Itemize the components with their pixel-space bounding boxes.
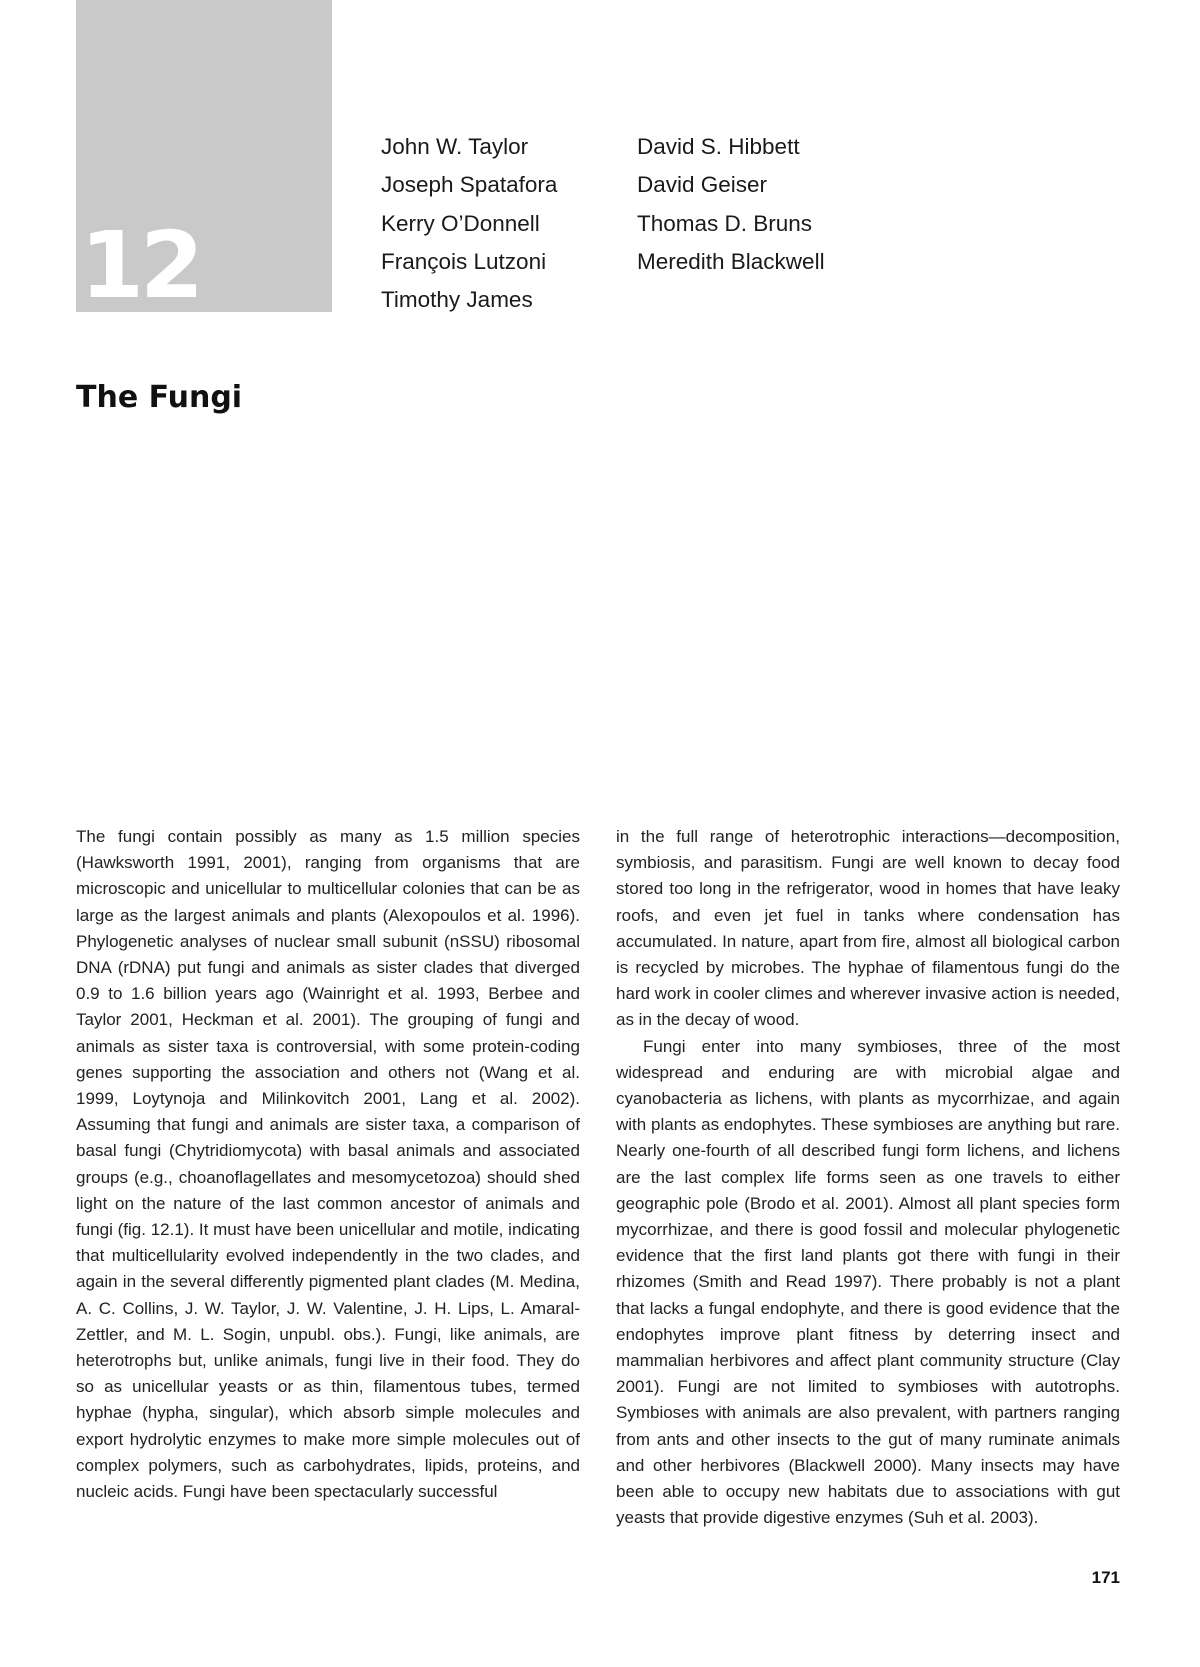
author-name: François Lutzoni [381, 248, 547, 274]
body-paragraph: Fungi enter into many symbioses, three of the most widespread and enduring are with microbial algae and cyanobacteria as lichens, with plants as mycorrhizae, and again with plants as endophytes. These symbioses are anything but rare. Nearly one-fourth of all described fungi form lichens, and lichens are the last complex life forms seen as one travels to either geographic pole (Brodo et al. 2001). Almost all plant species form mycorrhizae, and there is good fossil and molecular phylogenetic evidence that the first land plants got there with fungi in their rhizomes (Smith and Read 1997). There probably is not a plant that lacks a fungal endophyte, and there is good evidence that the endophytes improve plant fitness by deterring insect and mammalian herbivores and affect plant community structure (Clay 2001). Fungi are not limited to symbioses with autotrophs. Symbioses with animals are also prevalent, with partners ranging from ants and other insects to the gut of many ruminate animals and other herbivores (Blackwell 2000). Many insects may have been able to occupy new habitats due to associations with gut yeasts that provide digestive enzymes (Suh et al. 2003). [616, 1036, 1120, 1528]
author-name: David Geiser [637, 172, 768, 198]
page-number: 171 [1091, 1568, 1120, 1587]
body-paragraph: The fungi contain possibly as many as 1.5 million species (Hawksworth 1991, 2001), ranging from organisms that are microscopic and unicellular to multicellular colonies that can be as large as the largest animals and plants (Alexopoulos et al. 1996). Phylogenetic analyses of nuclear small subunit (nSSU) ribosomal DNA (rDNA) put fungi and animals as sister clades that diverged 0.9 to 1.6 billion years ago (Wainright et al. 1993, Berbee and Taylor 2001, Heckman et al. 2001). The grouping of fungi and animals as sister taxa is controversial, with some protein-coding genes supporting the association and others not (Wang et al. 1999, Loytynoja and Milinkovitch 2001, Lang et al. 2002). Assuming that fungi and animals are sister taxa, a comparison of basal fungi (Chytridiomycota) with basal animals and associated groups (e.g., choanoflagellates and mesomycetozoa) should shed light on the nature of the last common ancestor of animals and fungi (fig. 12.1). It must have been unicellular and motile, indicating that multicellularity evolved independently in the two clades, and again in the several differently pigmented plant clades (M. Medina, A. C. Collins, J. W. Taylor, J. W. Valentine, J. H. Lips, L. Amaral-Zettler, and M. L. Sogin, unpubl. obs.). Fungi, like animals, are heterotrophs but, unlike animals, fungi live in their food. They do so as unicellular yeasts or as thin, filamentous tubes, termed hyphae (hypha, singular), which absorb simple molecules and export hydrolytic enzymes to make more simple molecules out of complex polymers, such as carbohydrates, lipids, proteins, and nucleic acids. Fungi have been spectacularly successful [76, 827, 580, 1502]
author-name: Joseph Spatafora [381, 172, 558, 198]
chapter-number: 12 [80, 212, 201, 319]
author-list-left [381, 128, 557, 319]
author-name: John W. Taylor [381, 134, 529, 159]
body-paragraph: in the full range of heterotrophic interactions—decomposition, symbiosis, and parasitism. Fungi are well known to decay food stored too long in the refrigerator, wood in homes that have leaky roofs, and even jet fuel in tanks where condensation has accumulated. In nature, apart from fire, almost all biological carbon is recycled by microbes. The hyphae of filamentous fungi do the hard work in cooler climes and wherever invasive action is needed, as in the decay of wood. [616, 827, 1120, 1030]
chapter-title: The Fungi [76, 380, 243, 415]
author-name: Meredith Blackwell [637, 248, 825, 274]
body-column-left [76, 824, 580, 1505]
author-name: Thomas D. Bruns [637, 210, 813, 236]
body-column-right [616, 824, 1120, 1531]
author-list-right [637, 128, 825, 281]
author-name: Timothy James [381, 287, 533, 313]
author-name: David S. Hibbett [637, 134, 800, 159]
author-name: Kerry O’Donnell [381, 210, 540, 236]
